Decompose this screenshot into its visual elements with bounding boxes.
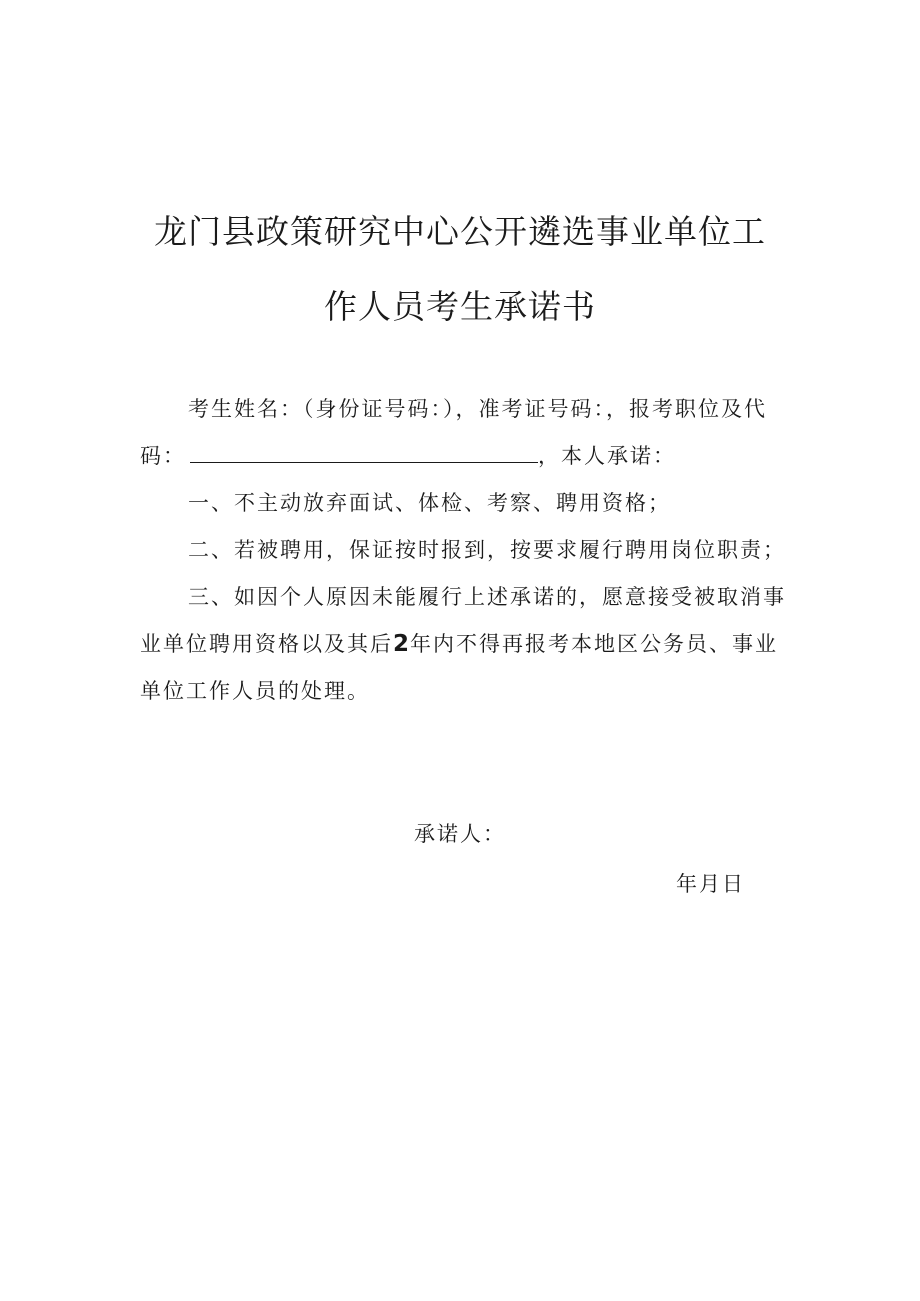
promise-item-3-line-3: 单位工作人员的处理。 (140, 679, 370, 703)
promise-lead: ，本人承诺： (538, 444, 676, 468)
promise-item-3-line-1: 三、如因个人原因未能履行上述承诺的，愿意接受被取消事 (188, 585, 786, 609)
item3-text-b: 年内不得再报考本地区公务员、事业 (410, 632, 779, 656)
document-title-line-2: 作人员考生承诺书 (324, 287, 596, 326)
intro-line-1: 考生姓名：（身份证号码：），准考证号码：，报考职位及代 (188, 397, 767, 421)
item3-years-number: 2 (393, 631, 411, 657)
promise-item-2: 二、若被聘用，保证按时报到，按要求履行聘用岗位职责； (188, 538, 786, 562)
signer-label: 承诺人： (414, 822, 506, 846)
date-label: 年月日 (676, 872, 745, 896)
promise-item-3-line-2 (140, 629, 778, 659)
promise-item-1: 一、不主动放弃面试、体检、考察、聘用资格； (188, 491, 671, 515)
document-title-line-1: 龙门县政策研究中心公开遴选事业单位工 (154, 212, 766, 251)
item3-text-a: 业单位聘用资格以及其后 (140, 632, 393, 656)
code-label: 码： (140, 444, 186, 468)
code-blank-line (190, 442, 538, 463)
intro-line-2 (140, 441, 676, 471)
